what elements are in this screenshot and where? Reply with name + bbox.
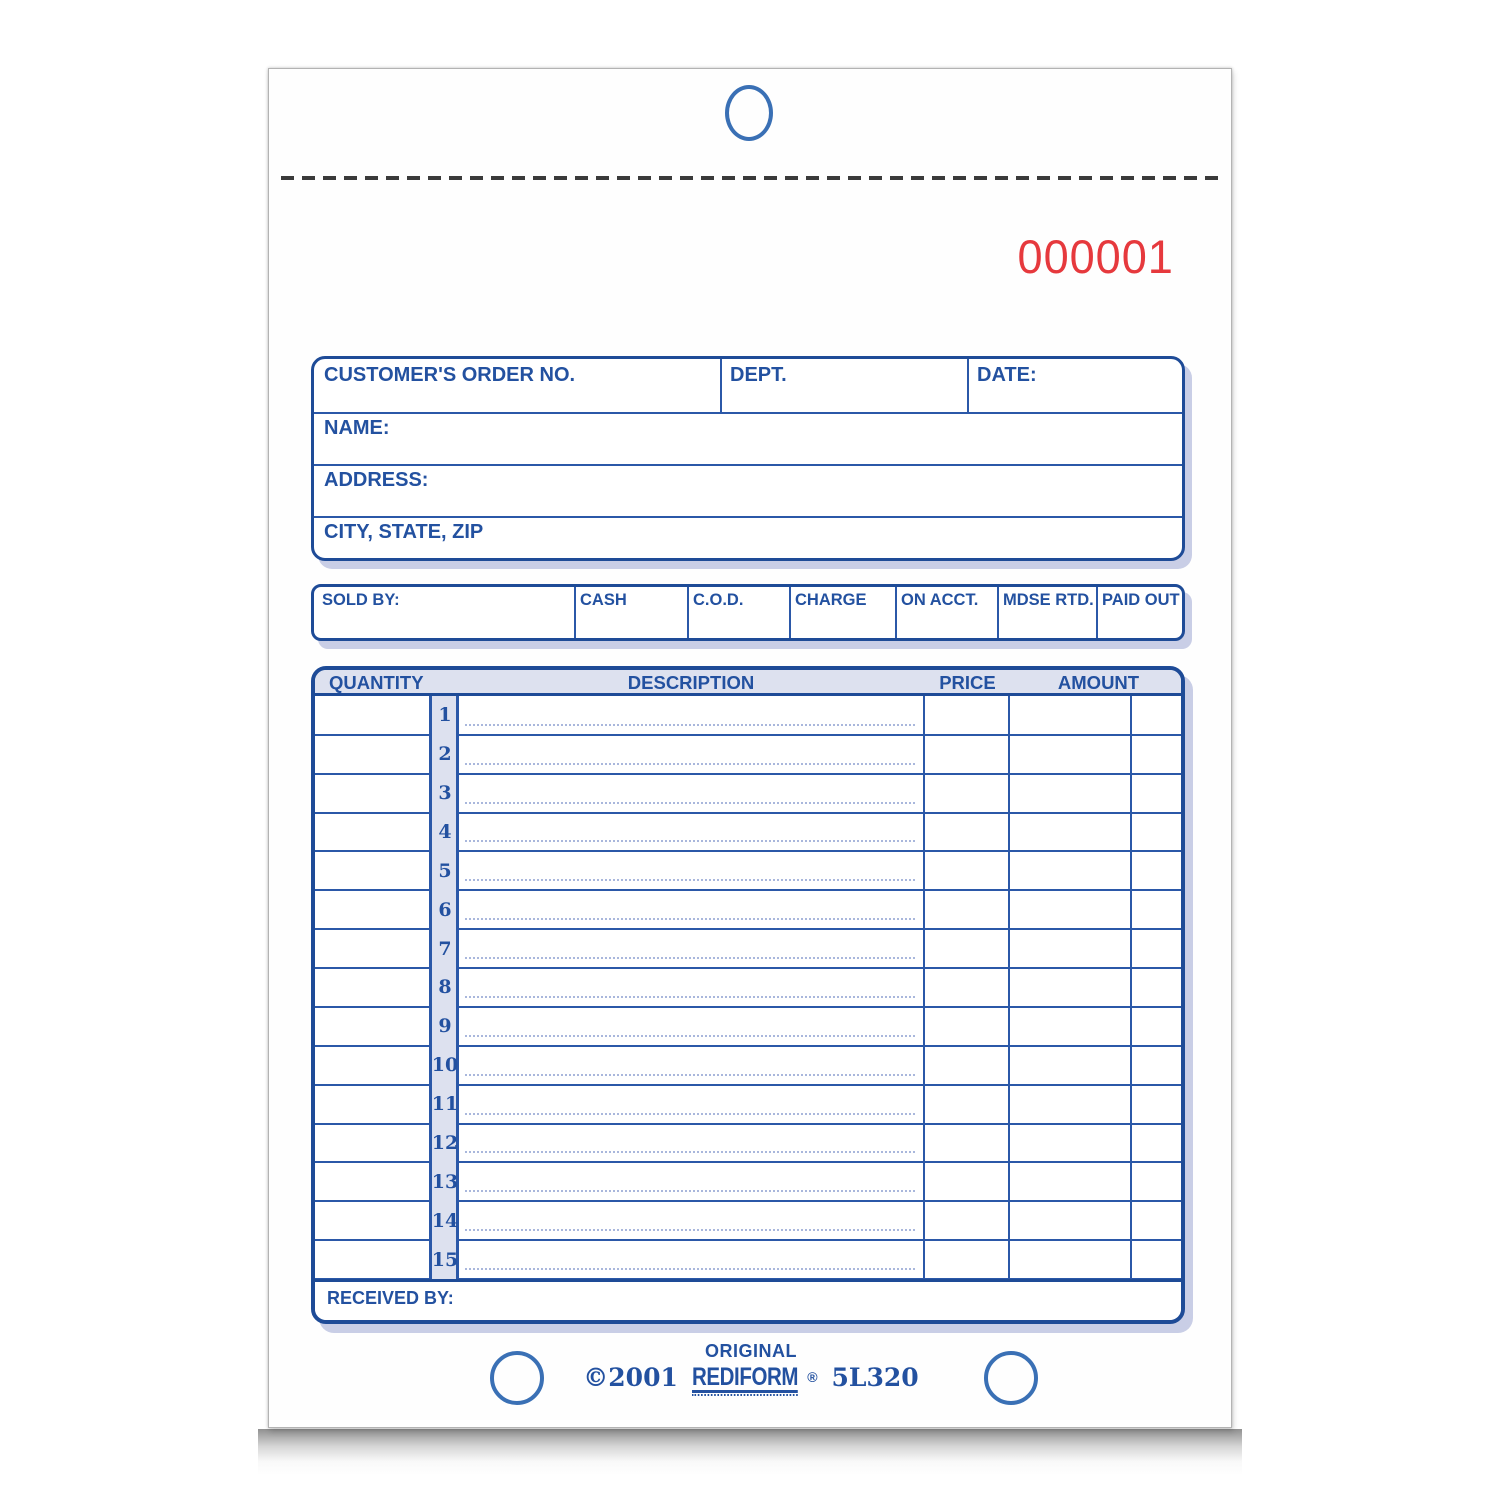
row-line-left-12 <box>315 1161 429 1163</box>
payment-label-sold-by: SOLD BY: <box>322 591 400 609</box>
items-table-header-band <box>315 670 1181 696</box>
registered-trademark-icon: ® <box>807 1369 818 1385</box>
order-form-paper <box>268 68 1232 1428</box>
row-number-4: 4 <box>438 821 452 844</box>
description-write-guide-6 <box>465 918 915 920</box>
row-line-right-1 <box>459 734 1181 736</box>
payment-label-mdse-rtd: MDSE RTD. <box>1003 591 1094 609</box>
row-number-2: 2 <box>438 743 452 766</box>
description-write-guide-3 <box>465 802 915 804</box>
price-header: PRICE <box>939 672 996 693</box>
payment-method-box <box>311 584 1185 641</box>
row-line-right-13 <box>459 1200 1181 1202</box>
description-write-guide-14 <box>465 1229 915 1231</box>
payment-cell-divider-3 <box>789 587 791 638</box>
description-write-guide-9 <box>465 1035 915 1037</box>
row-number-9: 9 <box>438 1015 452 1038</box>
customer-col-divider-2 <box>967 359 969 412</box>
row-number-14: 14 <box>431 1209 459 1232</box>
amount-cents-divider <box>1130 696 1132 1279</box>
row-line-right-12 <box>459 1161 1181 1163</box>
row-line-left-13 <box>315 1200 429 1202</box>
name-label: NAME: <box>324 417 390 439</box>
row-number-10: 10 <box>431 1054 459 1077</box>
description-write-guide-11 <box>465 1113 915 1115</box>
row-line-right-4 <box>459 850 1181 852</box>
payment-label-c-o-d: C.O.D. <box>693 591 744 609</box>
payment-cell-divider-2 <box>687 587 689 638</box>
quantity-header: QUANTITY <box>329 672 424 693</box>
customer-info-box <box>311 356 1185 561</box>
payment-label-on-acct: ON ACCT. <box>901 591 979 609</box>
row-line-right-14 <box>459 1239 1181 1241</box>
description-write-guide-4 <box>465 840 915 842</box>
punch-hole-top <box>725 85 773 141</box>
payment-cell-divider-4 <box>895 587 897 638</box>
payment-label-paid-out: PAID OUT <box>1102 591 1180 609</box>
row-line-right-10 <box>459 1084 1181 1086</box>
price-amount-divider <box>1008 696 1010 1279</box>
description-price-divider <box>923 696 925 1279</box>
row-line-right-9 <box>459 1045 1181 1047</box>
paper-drop-shadow <box>258 1429 1242 1475</box>
row-line-left-11 <box>315 1123 429 1125</box>
date-label: DATE: <box>977 364 1037 386</box>
row-line-left-8 <box>315 1006 429 1008</box>
row-line-left-4 <box>315 850 429 852</box>
row-number-3: 3 <box>438 782 452 805</box>
description-write-guide-1 <box>465 724 915 726</box>
row-number-12: 12 <box>431 1131 459 1154</box>
row-line-left-9 <box>315 1045 429 1047</box>
address-label: ADDRESS: <box>324 469 429 491</box>
description-write-guide-15 <box>465 1268 915 1270</box>
customer-col-divider-1 <box>720 359 722 412</box>
customer-row-divider-3 <box>314 516 1182 518</box>
row-number-13: 13 <box>431 1170 459 1193</box>
description-header: DESCRIPTION <box>627 672 755 693</box>
serial-number: 000001 <box>1017 230 1174 283</box>
row-number-11: 11 <box>431 1093 459 1116</box>
row-line-left-7 <box>315 967 429 969</box>
payment-label-cash: CASH <box>580 591 627 609</box>
city-state-zip-label: CITY, STATE, ZIP <box>324 521 484 543</box>
row-line-right-7 <box>459 967 1181 969</box>
customers-order-no-label: CUSTOMER'S ORDER NO. <box>324 364 576 386</box>
description-write-guide-8 <box>465 996 915 998</box>
received-by-label: RECEIVED BY: <box>327 1288 454 1308</box>
received-by-row <box>315 1279 1181 1324</box>
rediform-logo <box>692 1364 818 1393</box>
description-write-guide-7 <box>465 957 915 959</box>
description-write-guide-5 <box>465 879 915 881</box>
payment-cell-divider-5 <box>997 587 999 638</box>
description-write-guide-2 <box>465 763 915 765</box>
row-number-1: 1 <box>438 704 452 727</box>
amount-header: AMOUNT <box>1057 672 1140 693</box>
items-table <box>311 666 1185 1324</box>
row-line-right-2 <box>459 773 1181 775</box>
row-line-right-3 <box>459 812 1181 814</box>
copyright-line <box>269 1363 1233 1393</box>
original-caption: ORIGINAL <box>705 1341 797 1361</box>
row-line-left-14 <box>315 1239 429 1241</box>
row-number-15: 15 <box>431 1248 459 1271</box>
row-line-right-5 <box>459 889 1181 891</box>
rediform-logo-text: REDIFORM <box>691 1363 798 1391</box>
perforation-dashed-line <box>281 176 1221 180</box>
row-number-6: 6 <box>438 898 452 921</box>
row-number-5: 5 <box>438 859 452 882</box>
customer-row-divider-1 <box>314 412 1182 414</box>
description-write-guide-13 <box>465 1190 915 1192</box>
row-line-left-10 <box>315 1084 429 1086</box>
dept-label: DEPT. <box>730 364 787 386</box>
row-line-right-6 <box>459 928 1181 930</box>
row-line-right-8 <box>459 1006 1181 1008</box>
payment-cell-divider-1 <box>574 587 576 638</box>
model-number: 5L320 <box>831 1363 919 1392</box>
row-line-left-6 <box>315 928 429 930</box>
row-line-right-11 <box>459 1123 1181 1125</box>
payment-cell-divider-6 <box>1096 587 1098 638</box>
description-write-guide-10 <box>465 1074 915 1076</box>
row-line-left-3 <box>315 812 429 814</box>
row-line-left-2 <box>315 773 429 775</box>
row-line-left-5 <box>315 889 429 891</box>
customer-row-divider-2 <box>314 464 1182 466</box>
row-line-left-1 <box>315 734 429 736</box>
row-number-7: 7 <box>438 937 452 960</box>
copyright-year: ©2001 <box>583 1363 678 1392</box>
description-write-guide-12 <box>465 1151 915 1153</box>
row-number-8: 8 <box>438 976 452 999</box>
payment-label-charge: CHARGE <box>795 591 867 609</box>
